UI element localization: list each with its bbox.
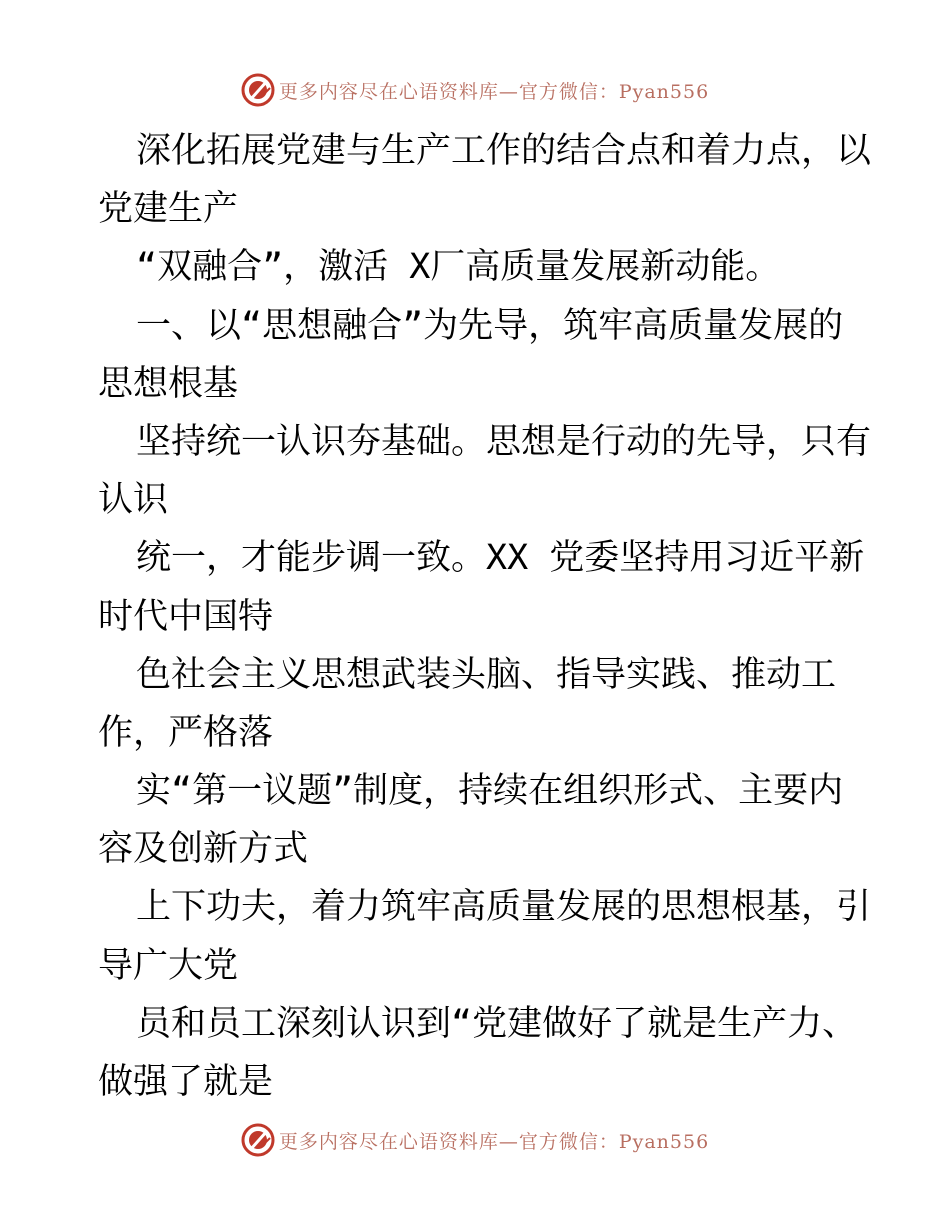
body-line: 上下功夫，着力筑牢高质量发展的思想根基，引 bbox=[136, 887, 872, 928]
body-line: 统一，才能步调一致。XX 党委坚持用习近平新 bbox=[136, 538, 865, 579]
body-line: 时代中国特 bbox=[98, 596, 274, 637]
body-line: 党建生产 bbox=[98, 189, 239, 230]
body-line: 深化拓展党建与生产工作的结合点和着力点，以 bbox=[136, 131, 872, 171]
body-line: 一、以“思想融合”为先导，筑牢高质量发展的 bbox=[136, 305, 844, 346]
header-banner bbox=[0, 70, 950, 110]
body-line: “双融合”，激活 X厂高质量发展新动能。 bbox=[136, 247, 781, 288]
body-line: 坚持统一认识夯基础。思想是行动的先导，只有 bbox=[136, 421, 872, 462]
body-line: 作，严格落 bbox=[98, 712, 274, 753]
logo-icon bbox=[241, 1123, 275, 1157]
body-line: 实“第一议题”制度，持续在组织形式、主要内 bbox=[136, 771, 844, 812]
footer-banner bbox=[0, 1120, 950, 1160]
body-line: 认识 bbox=[98, 480, 169, 521]
header-banner-text: 更多内容尽在心语资料库—官方微信：Pyan556 bbox=[278, 80, 710, 103]
footer-banner-text: 更多内容尽在心语资料库—官方微信：Pyan556 bbox=[278, 1130, 710, 1153]
body-line: 容及创新方式 bbox=[98, 829, 309, 870]
logo-icon bbox=[241, 73, 275, 107]
body-line: 员和员工深刻认识到“党建做好了就是生产力、 bbox=[136, 1003, 858, 1044]
body-line: 色社会主义思想武装头脑、指导实践、推动工 bbox=[136, 654, 837, 695]
body-line: 做强了就是 bbox=[98, 1062, 274, 1102]
body-text bbox=[98, 122, 872, 1111]
body-line: 导广大党 bbox=[98, 945, 239, 986]
body-line: 思想根基 bbox=[98, 363, 239, 404]
